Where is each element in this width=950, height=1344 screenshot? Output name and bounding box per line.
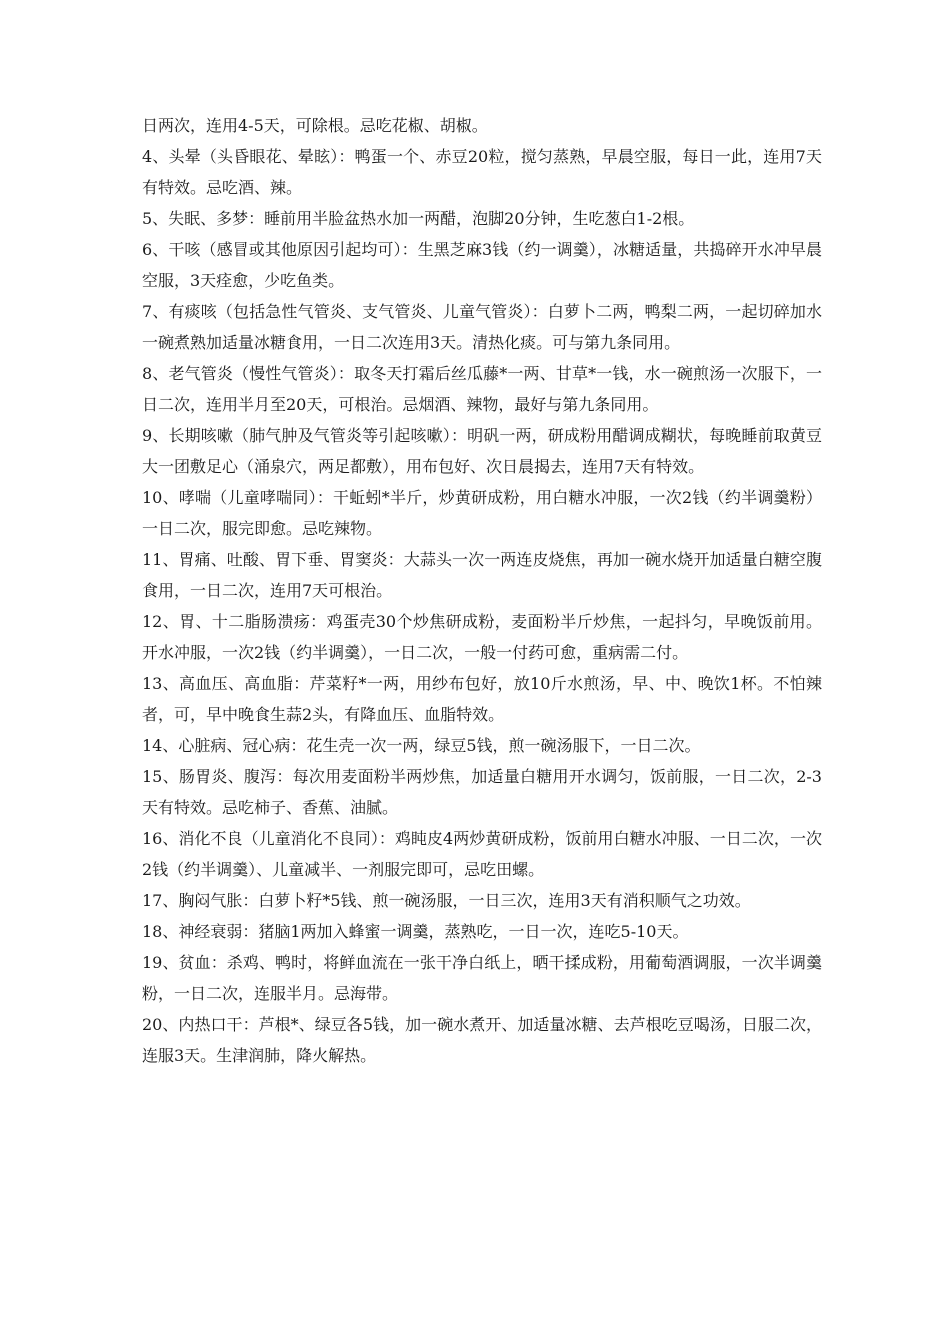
paragraph: 20、内热口干：芦根*、绿豆各5钱，加一碗水煮开、加适量冰糖、去芦根吃豆喝汤，日服二次，连服3天。生津润肺，降火解热。 bbox=[142, 1015, 822, 1065]
paragraph: 6、干咳（感冒或其他原因引起均可）：生黑芝麻3钱（约一调羹），冰糖适量，共捣碎开水冲早晨空服，3天痊愈，少吃鱼类。 bbox=[142, 240, 822, 290]
paragraph: 日两次，连用4-5天，可除根。忌吃花椒、胡椒。 bbox=[142, 116, 488, 135]
paragraph: 12、胃、十二脂肠溃疡：鸡蛋壳30个炒焦研成粉，麦面粉半斤炒焦，一起抖匀，早晚饭前用。开水冲服，一次2钱（约半调羹），一日二次，一般一付药可愈，重病需二付。 bbox=[142, 612, 822, 662]
document-body bbox=[142, 110, 822, 1071]
paragraph: 5、失眠、多梦：睡前用半脸盆热水加一两醋，泡脚20分钟，生吃葱白1-2根。 bbox=[142, 209, 695, 228]
paragraph: 7、有痰咳（包括急性气管炎、支气管炎、儿童气管炎）：白萝卜二两，鸭梨二两，一起切碎加水一碗煮熟加适量冰糖食用，一日二次连用3天。清热化痰。可与第九条同用。 bbox=[142, 302, 822, 352]
paragraph: 18、神经衰弱：猪脑1两加入蜂蜜一调羹，蒸熟吃，一日一次，连吃5-10天。 bbox=[142, 922, 689, 941]
paragraph: 15、肠胃炎、腹泻：每次用麦面粉半两炒焦，加适量白糖用开水调匀，饭前服，一日二次，2-3天有特效。忌吃柿子、香蕉、油腻。 bbox=[142, 767, 822, 817]
paragraph: 11、胃痛、吐酸、胃下垂、胃窦炎：大蒜头一次一两连皮烧焦，再加一碗水烧开加适量白糖空腹食用，一日二次，连用7天可根治。 bbox=[142, 550, 822, 600]
paragraph: 9、长期咳嗽（肺气肿及气管炎等引起咳嗽）：明矾一两，研成粉用醋调成糊状，每晚睡前取黄豆大一团敷足心（涌泉穴，两足都敷），用布包好、次日晨揭去，连用7天有特效。 bbox=[142, 426, 822, 476]
paragraph: 4、头晕（头昏眼花、晕眩）：鸭蛋一个、赤豆20粒，搅匀蒸熟，早晨空服，每日一此，连用7天有特效。忌吃酒、辣。 bbox=[142, 147, 822, 197]
paragraph: 17、胸闷气胀：白萝卜籽*5钱、煎一碗汤服，一日三次，连用3天有消积顺气之功效。 bbox=[142, 891, 751, 910]
paragraph: 16、消化不良（儿童消化不良同）：鸡盹皮4两炒黄研成粉，饭前用白糖水冲服、一日二次，一次2钱（约半调羹）、儿童减半、一剂服完即可，忌吃田螺。 bbox=[142, 829, 822, 879]
paragraph: 8、老气管炎（慢性气管炎）：取冬天打霜后丝瓜藤*一两、甘草*一钱，水一碗煎汤一次服下，一日二次，连用半月至20天，可根治。忌烟酒、辣物，最好与第九条同用。 bbox=[142, 364, 822, 414]
paragraph: 13、高血压、高血脂：芹菜籽*一两，用纱布包好，放10斤水煎汤，早、中、晚饮1杯。不怕辣者，可，早中晚食生蒜2头，有降血压、血脂特效。 bbox=[142, 674, 822, 724]
paragraph: 19、贫血：杀鸡、鸭时，将鲜血流在一张干净白纸上，晒干揉成粉，用葡萄酒调服，一次半调羹粉，一日二次，连服半月。忌海带。 bbox=[142, 953, 822, 1003]
paragraph: 14、心脏病、冠心病：花生壳一次一两，绿豆5钱，煎一碗汤服下，一日二次。 bbox=[142, 736, 701, 755]
paragraph: 10、哮喘（儿童哮喘同）：干蚯蚓*半斤，炒黄研成粉，用白糖水冲服，一次2钱（约半调羹粉）一日二次，服完即愈。忌吃辣物。 bbox=[142, 488, 822, 538]
